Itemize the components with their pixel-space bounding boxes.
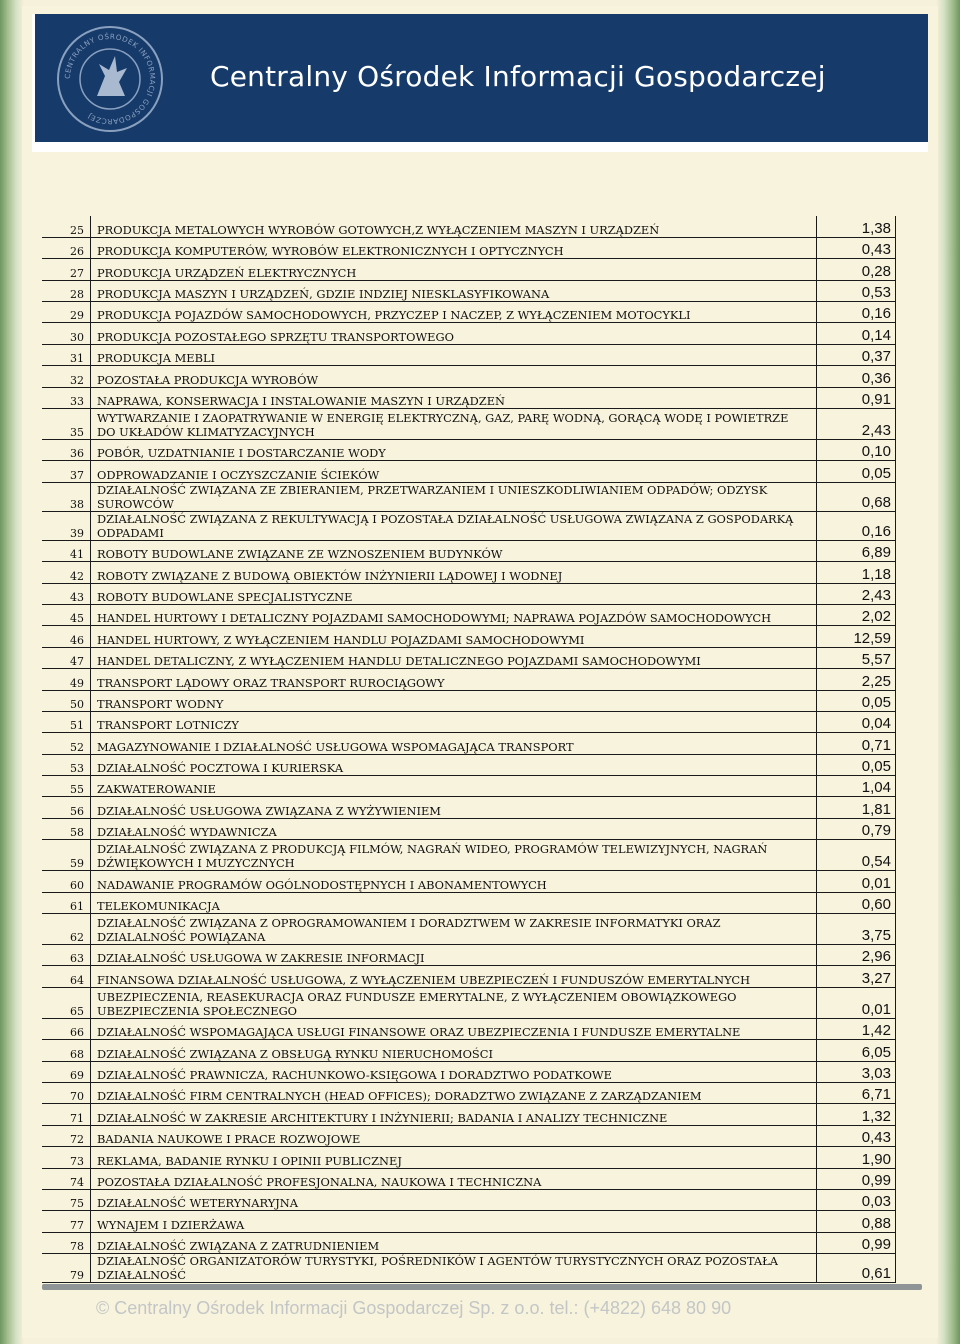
row-value: 0,61 xyxy=(817,1254,896,1283)
table-row xyxy=(42,280,896,301)
row-name: DZIAŁALNOŚĆ POCZTOWA I KURIERSKA xyxy=(91,754,817,775)
row-value: 2,02 xyxy=(817,604,896,625)
row-name: TRANSPORT LĄDOWY ORAZ TRANSPORT RUROCIĄGOWY xyxy=(91,669,817,690)
row-name: PRODUKCJA KOMPUTERÓW, WYROBÓW ELEKTRONICZNYCH I OPTYCZNYCH xyxy=(91,237,817,258)
row-code: 78 xyxy=(42,1232,91,1253)
row-name: PRODUKCJA MEBLI xyxy=(91,344,817,365)
row-value: 3,75 xyxy=(817,914,896,945)
row-value: 0,05 xyxy=(817,461,896,482)
row-code: 27 xyxy=(42,259,91,280)
row-code: 41 xyxy=(42,540,91,561)
row-code: 29 xyxy=(42,302,91,323)
row-name: HANDEL HURTOWY I DETALICZNY POJAZDAMI SAMOCHODOWYMI; NAPRAWA POJAZDÓW SAMOCHODOWYCH xyxy=(91,604,817,625)
row-code: 75 xyxy=(42,1189,91,1210)
row-code: 33 xyxy=(42,387,91,408)
row-code: 72 xyxy=(42,1125,91,1146)
row-name: BADANIA NAUKOWE I PRACE ROZWOJOWE xyxy=(91,1125,817,1146)
row-code: 49 xyxy=(42,669,91,690)
table-row xyxy=(42,966,896,987)
row-value: 0,05 xyxy=(817,754,896,775)
row-name: DZIAŁALNOŚĆ FIRM CENTRALNYCH (HEAD OFFICES); DORADZTWO ZWIĄZANE Z ZARZĄDZANIEM xyxy=(91,1083,817,1104)
row-name: DZIAŁALNOŚĆ W ZAKRESIE ARCHITEKTURY I INŻYNIERII; BADANIA I ANALIZY TECHNICZNE xyxy=(91,1104,817,1125)
row-value: 0,43 xyxy=(817,1125,896,1146)
row-name: POBÓR, UZDATNIANIE I DOSTARCZANIE WODY xyxy=(91,440,817,461)
table-row xyxy=(42,302,896,323)
table-row xyxy=(42,733,896,754)
footer-copyright: © Centralny Ośrodek Informacji Gospodarczej Sp. z o.o. tel.: (+4822) 648 80 90 xyxy=(96,1298,732,1318)
table-row xyxy=(42,1189,896,1210)
row-code: 60 xyxy=(42,871,91,892)
row-value: 0,36 xyxy=(817,366,896,387)
row-name: ROBOTY BUDOWLANE SPECJALISTYCZNE xyxy=(91,583,817,604)
row-name: WYNAJEM I DZIERŻAWA xyxy=(91,1211,817,1232)
row-code: 66 xyxy=(42,1018,91,1039)
row-code: 46 xyxy=(42,626,91,647)
row-value: 0,68 xyxy=(817,482,896,511)
row-value: 1,04 xyxy=(817,776,896,797)
row-value: 3,03 xyxy=(817,1061,896,1082)
row-value: 0,99 xyxy=(817,1168,896,1189)
row-name: ROBOTY BUDOWLANE ZWIĄZANE ZE WZNOSZENIEM BUDYNKÓW xyxy=(91,540,817,561)
row-name: POZOSTAŁA DZIAŁALNOŚĆ PROFESJONALNA, NAUKOWA I TECHNICZNA xyxy=(91,1168,817,1189)
table-row xyxy=(42,647,896,668)
table-row xyxy=(42,1061,896,1082)
row-code: 31 xyxy=(42,344,91,365)
row-name: PRODUKCJA POZOSTAŁEGO SPRZĘTU TRANSPORTOWEGO xyxy=(91,323,817,344)
row-code: 47 xyxy=(42,647,91,668)
table-row xyxy=(42,840,896,871)
table-row xyxy=(42,1147,896,1168)
row-code: 45 xyxy=(42,604,91,625)
header-banner xyxy=(35,14,928,142)
table-row xyxy=(42,237,896,258)
row-code: 30 xyxy=(42,323,91,344)
row-value: 0,14 xyxy=(817,323,896,344)
row-value: 12,59 xyxy=(817,626,896,647)
table-row xyxy=(42,945,896,966)
row-code: 32 xyxy=(42,366,91,387)
table-row xyxy=(42,344,896,365)
row-name: NADAWANIE PROGRAMÓW OGÓLNODOSTĘPNYCH I ABONAMENTOWYCH xyxy=(91,871,817,892)
row-value: 0,28 xyxy=(817,259,896,280)
row-value: 0,16 xyxy=(817,302,896,323)
table-row xyxy=(42,387,896,408)
row-code: 65 xyxy=(42,987,91,1018)
sector-table xyxy=(42,216,896,1283)
row-code: 77 xyxy=(42,1211,91,1232)
row-value: 0,37 xyxy=(817,344,896,365)
table-row xyxy=(42,1040,896,1061)
table-row xyxy=(42,604,896,625)
row-code: 35 xyxy=(42,409,91,440)
row-value: 5,57 xyxy=(817,647,896,668)
row-value: 6,89 xyxy=(817,540,896,561)
row-value: 0,71 xyxy=(817,733,896,754)
row-value: 0,91 xyxy=(817,387,896,408)
row-value: 0,54 xyxy=(817,840,896,871)
table-row xyxy=(42,818,896,839)
row-name: TRANSPORT WODNY xyxy=(91,690,817,711)
row-code: 79 xyxy=(42,1254,91,1283)
table-row xyxy=(42,669,896,690)
row-value: 3,27 xyxy=(817,966,896,987)
row-code: 73 xyxy=(42,1147,91,1168)
row-code: 50 xyxy=(42,690,91,711)
footer-divider xyxy=(42,1284,922,1290)
table-row xyxy=(42,562,896,583)
row-value: 1,42 xyxy=(817,1018,896,1039)
row-value: 2,43 xyxy=(817,409,896,440)
row-name: ODPROWADZANIE I OCZYSZCZANIE ŚCIEKÓW xyxy=(91,461,817,482)
table-row xyxy=(42,323,896,344)
row-code: 26 xyxy=(42,237,91,258)
row-name: TELEKOMUNIKACJA xyxy=(91,892,817,913)
row-code: 55 xyxy=(42,776,91,797)
row-value: 0,05 xyxy=(817,690,896,711)
table-row xyxy=(42,409,896,440)
row-value: 6,05 xyxy=(817,1040,896,1061)
row-code: 53 xyxy=(42,754,91,775)
row-code: 28 xyxy=(42,280,91,301)
table-row xyxy=(42,216,896,237)
table-row xyxy=(42,776,896,797)
row-name: HANDEL HURTOWY, Z WYŁĄCZENIEM HANDLU POJAZDAMI SAMOCHODOWYMI xyxy=(91,626,817,647)
row-name: POZOSTAŁA PRODUKCJA WYROBÓW xyxy=(91,366,817,387)
row-name: DZIAŁALNOŚĆ ZWIĄZANA Z PRODUKCJĄ FILMÓW, NAGRAŃ WIDEO, PROGRAMÓW TELEWIZYJNYCH, NAGRAŃ DŹWIĘKOWYCH I MUZYCZNYCH xyxy=(91,840,817,871)
row-code: 51 xyxy=(42,711,91,732)
row-value: 0,16 xyxy=(817,511,896,540)
row-name: DZIAŁALNOŚĆ ZWIĄZANA Z ZATRUDNIENIEM xyxy=(91,1232,817,1253)
row-name: DZIAŁALNOŚĆ WYDAWNICZA xyxy=(91,818,817,839)
row-value: 1,38 xyxy=(817,216,896,237)
table-row xyxy=(42,892,896,913)
row-name: WYTWARZANIE I ZAOPATRYWANIE W ENERGIĘ ELEKTRYCZNĄ, GAZ, PARĘ WODNĄ, GORĄCĄ WODĘ I POWIETRZE DO UKŁADÓW KLIMATYZACYJNYCH xyxy=(91,409,817,440)
row-name: DZIAŁALNOŚĆ PRAWNICZA, RACHUNKOWO-KSIĘGOWA I DORADZTWO PODATKOWE xyxy=(91,1061,817,1082)
row-name: TRANSPORT LOTNICZY xyxy=(91,711,817,732)
row-code: 69 xyxy=(42,1061,91,1082)
row-code: 68 xyxy=(42,1040,91,1061)
row-code: 37 xyxy=(42,461,91,482)
seal-text: CENTRALNY OŚRODEK INFORMACJI GOSPODARCZEJ xyxy=(62,31,158,127)
row-value: 0,88 xyxy=(817,1211,896,1232)
table-row xyxy=(42,1168,896,1189)
table-row xyxy=(42,1211,896,1232)
row-name: UBEZPIECZENIA, REASEKURACJA ORAZ FUNDUSZE EMERYTALNE, Z WYŁĄCZENIEM OBOWIĄZKOWEGO UBEZPIECZENIA SPOŁECZNEGO xyxy=(91,987,817,1018)
row-code: 64 xyxy=(42,966,91,987)
table-row xyxy=(42,482,896,511)
table-row xyxy=(42,914,896,945)
table-row xyxy=(42,1125,896,1146)
table-row xyxy=(42,711,896,732)
table-row xyxy=(42,1018,896,1039)
row-name: PRODUKCJA POJAZDÓW SAMOCHODOWYCH, PRZYCZEP I NACZEP, Z WYŁĄCZENIEM MOTOCYKLI xyxy=(91,302,817,323)
row-name: DZIAŁALNOŚĆ USŁUGOWA ZWIĄZANA Z WYŻYWIENIEM xyxy=(91,797,817,818)
row-name: DZIAŁALNOŚĆ ORGANIZATORÓW TURYSTYKI, POŚREDNIKÓW I AGENTÓW TURYSTYCZNYCH ORAZ POZOSTAŁA DZIAŁALNOŚĆ xyxy=(91,1254,817,1283)
table-row xyxy=(42,259,896,280)
row-name: ROBOTY ZWIĄZANE Z BUDOWĄ OBIEKTÓW INŻYNIERII LĄDOWEJ I WODNEJ xyxy=(91,562,817,583)
row-value: 0,10 xyxy=(817,440,896,461)
row-name: DZIAŁALNOŚĆ ZWIĄZANA Z OBSŁUGĄ RYNKU NIERUCHOMOŚCI xyxy=(91,1040,817,1061)
row-value: 2,25 xyxy=(817,669,896,690)
row-code: 63 xyxy=(42,945,91,966)
table-row xyxy=(42,754,896,775)
table-row xyxy=(42,626,896,647)
table-row xyxy=(42,797,896,818)
row-code: 74 xyxy=(42,1168,91,1189)
coig-seal-logo xyxy=(55,24,165,134)
row-code: 70 xyxy=(42,1083,91,1104)
row-code: 25 xyxy=(42,216,91,237)
row-code: 56 xyxy=(42,797,91,818)
row-name: DZIAŁALNOŚĆ WETERYNARYJNA xyxy=(91,1189,817,1210)
row-name: DZIAŁALNOŚĆ ZWIĄZANA ZE ZBIERANIEM, PRZETWARZANIEM I UNIESZKODLIWIANIEM ODPADÓW; ODZYSK SUROWCÓW xyxy=(91,482,817,511)
row-value: 1,90 xyxy=(817,1147,896,1168)
row-name: DZIAŁALNOŚĆ ZWIĄZANA Z OPROGRAMOWANIEM I DORADZTWEM W ZAKRESIE INFORMATYKI ORAZ DZIALALNOŚĆ POWIĄZANA xyxy=(91,914,817,945)
row-value: 0,01 xyxy=(817,871,896,892)
row-name: HANDEL DETALICZNY, Z WYŁĄCZENIEM HANDLU DETALICZNEGO POJAZDAMI SAMOCHODOWYMI xyxy=(91,647,817,668)
row-value: 0,53 xyxy=(817,280,896,301)
row-code: 38 xyxy=(42,482,91,511)
row-name: PRODUKCJA METALOWYCH WYROBÓW GOTOWYCH,Z WYŁĄCZENIEM MASZYN I URZĄDZEŃ xyxy=(91,216,817,237)
row-name: ZAKWATEROWANIE xyxy=(91,776,817,797)
row-name: DZIAŁALNOŚĆ WSPOMAGAJĄCA USŁUGI FINANSOWE ORAZ UBEZPIECZENIA I FUNDUSZE EMERYTALNE xyxy=(91,1018,817,1039)
row-value: 0,04 xyxy=(817,711,896,732)
row-name: PRODUKCJA MASZYN I URZĄDZEŃ, GDZIE INDZIEJ NIESKLASYFIKOWANA xyxy=(91,280,817,301)
row-value: 0,43 xyxy=(817,237,896,258)
table-row xyxy=(42,987,896,1018)
row-value: 2,43 xyxy=(817,583,896,604)
row-code: 36 xyxy=(42,440,91,461)
row-name: PRODUKCJA URZĄDZEŃ ELEKTRYCZNYCH xyxy=(91,259,817,280)
row-name: REKLAMA, BADANIE RYNKU I OPINII PUBLICZNEJ xyxy=(91,1147,817,1168)
row-name: DZIAŁALNOŚĆ USŁUGOWA W ZAKRESIE INFORMACJI xyxy=(91,945,817,966)
row-code: 58 xyxy=(42,818,91,839)
row-name: NAPRAWA, KONSERWACJA I INSTALOWANIE MASZYN I URZĄDZEŃ xyxy=(91,387,817,408)
row-code: 42 xyxy=(42,562,91,583)
row-name: MAGAZYNOWANIE I DZIAŁALNOŚĆ USŁUGOWA WSPOMAGAJĄCA TRANSPORT xyxy=(91,733,817,754)
table-row xyxy=(42,1232,896,1253)
row-code: 52 xyxy=(42,733,91,754)
table-row xyxy=(42,511,896,540)
table-row xyxy=(42,690,896,711)
row-code: 71 xyxy=(42,1104,91,1125)
table-row xyxy=(42,366,896,387)
row-value: 1,18 xyxy=(817,562,896,583)
row-value: 1,81 xyxy=(817,797,896,818)
table-row xyxy=(42,583,896,604)
row-name: DZIAŁALNOŚĆ ZWIĄZANA Z REKULTYWACJĄ I POZOSTAŁA DZIAŁALNOŚĆ USŁUGOWA ZWIĄZANA Z GOSPODARKĄ ODPADAMI xyxy=(91,511,817,540)
row-code: 39 xyxy=(42,511,91,540)
row-value: 0,01 xyxy=(817,987,896,1018)
row-code: 59 xyxy=(42,840,91,871)
row-value: 6,71 xyxy=(817,1083,896,1104)
table-row xyxy=(42,1104,896,1125)
brand-title: Centralny Ośrodek Informacji Gospodarczej xyxy=(210,60,826,93)
row-value: 1,32 xyxy=(817,1104,896,1125)
row-code: 62 xyxy=(42,914,91,945)
row-code: 43 xyxy=(42,583,91,604)
row-value: 0,79 xyxy=(817,818,896,839)
table-row xyxy=(42,1083,896,1104)
row-value: 0,99 xyxy=(817,1232,896,1253)
row-value: 0,60 xyxy=(817,892,896,913)
table-row xyxy=(42,461,896,482)
row-name: FINANSOWA DZIAŁALNOŚĆ USŁUGOWA, Z WYŁĄCZENIEM UBEZPIECZEŃ I FUNDUSZÓW EMERYTALNYCH xyxy=(91,966,817,987)
row-code: 61 xyxy=(42,892,91,913)
row-value: 0,03 xyxy=(817,1189,896,1210)
row-value: 2,96 xyxy=(817,945,896,966)
table-row xyxy=(42,1254,896,1283)
table-row xyxy=(42,871,896,892)
table-row xyxy=(42,440,896,461)
table-row xyxy=(42,540,896,561)
